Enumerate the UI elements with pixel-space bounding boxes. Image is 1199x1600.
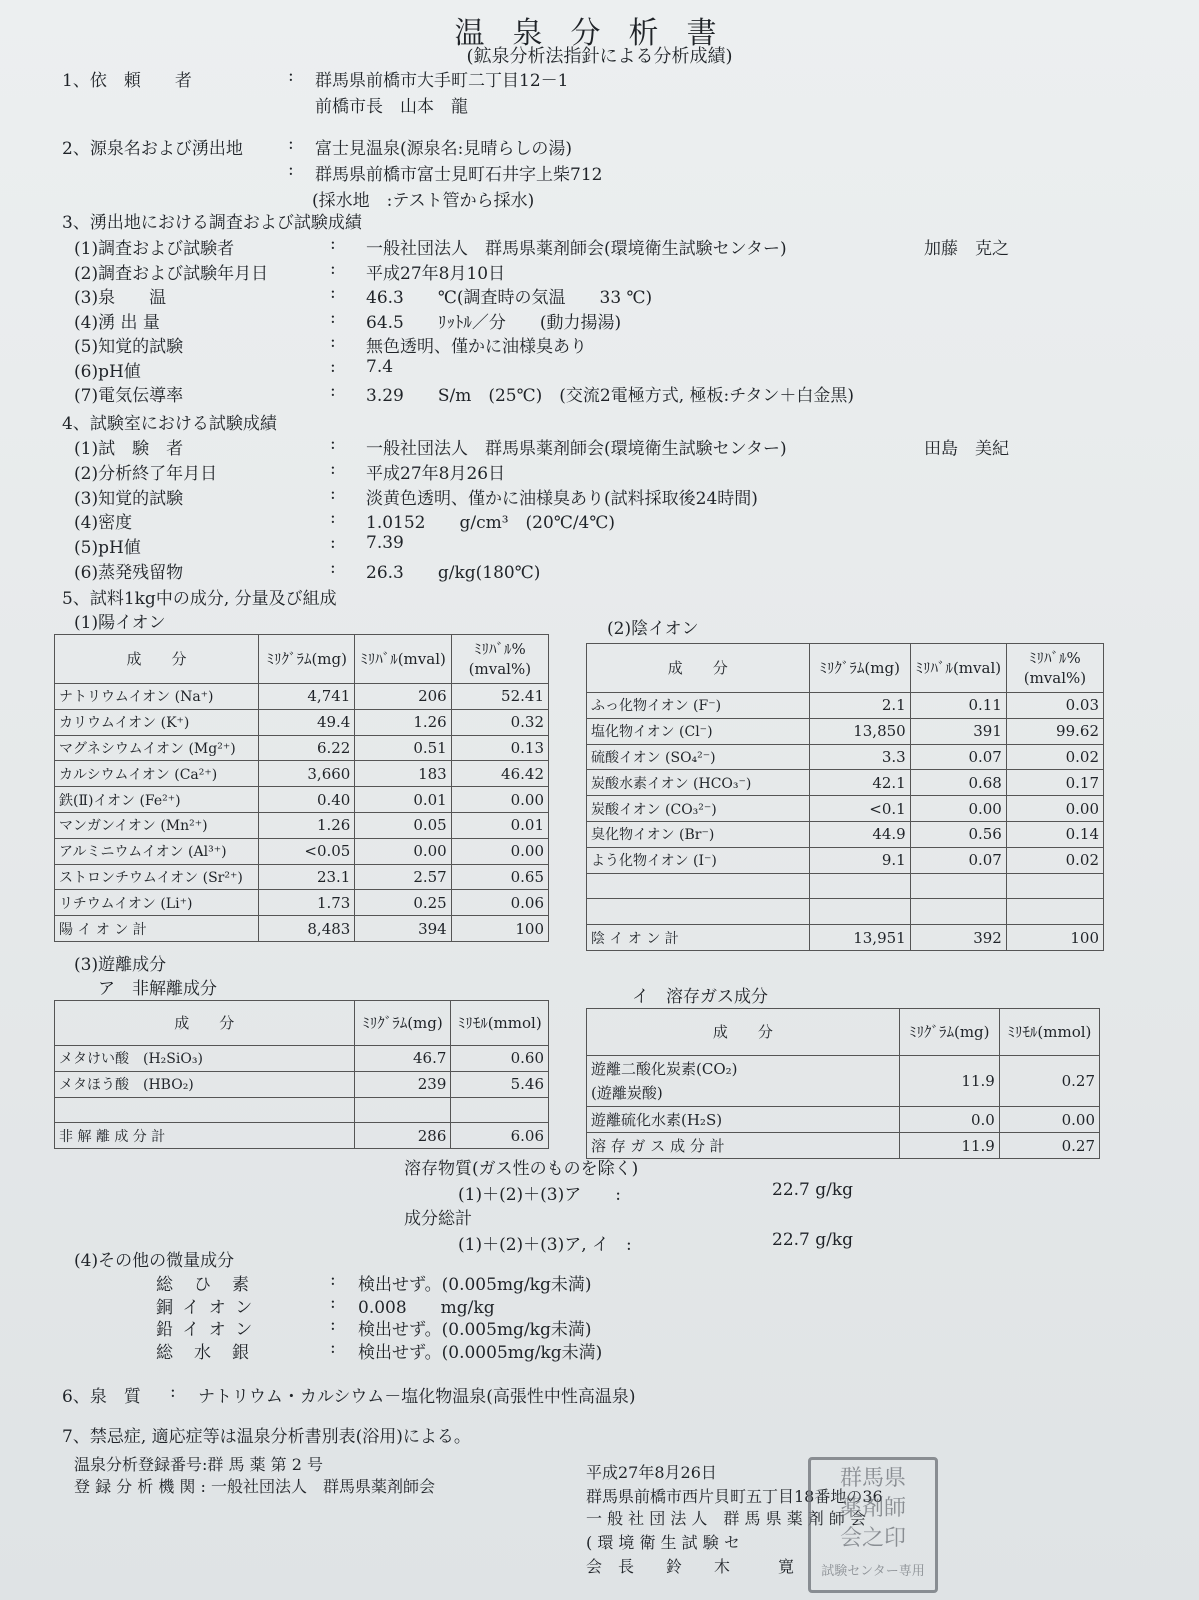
nondiss_table-component: 非 解 離 成 分 計: [55, 1123, 355, 1149]
trace-value: 検出せず。(0.0005mg/kg未満): [358, 1342, 603, 1363]
anion_table-value: [910, 873, 1006, 899]
anion_table-value: 0.00: [910, 796, 1006, 822]
cation_table-row: [55, 735, 549, 761]
nondiss_table-value: 239: [354, 1071, 451, 1097]
cation_table-header-cell: 成 分: [55, 635, 259, 684]
dissolved-matter-value: 22.7 g/kg: [772, 1180, 854, 1200]
cation_table-value: 0.40: [259, 787, 355, 813]
cation_table-value: 49.4: [259, 709, 355, 735]
s3-row-label: (2)調査および試験年月日: [74, 263, 269, 284]
nondiss_table-header-cell: 成 分: [55, 1001, 355, 1046]
cation_table-value: 394: [355, 916, 451, 942]
anion_table-component: 硫酸イオン (SO₄²⁻): [587, 744, 810, 770]
anion_table-value: 44.9: [809, 821, 910, 847]
s4-row-value: 淡黄色透明、僅かに油様臭あり(試料採取後24時間): [366, 488, 758, 509]
s3-row-value: 無色透明、僅かに油様臭あり: [366, 337, 587, 357]
cation_table-value: 1.73: [259, 890, 355, 916]
anion_table-row: [587, 718, 1104, 744]
s3-row-colon: :: [330, 381, 336, 401]
nondiss_table-header-row: [55, 1001, 549, 1046]
cation_table-row: [55, 890, 549, 916]
lab-test-heading: 4、試験室における試験成績: [62, 414, 277, 434]
anion_table-row: [587, 847, 1104, 873]
source-name: 富士見温泉(源泉名:見晴らしの湯): [315, 139, 572, 159]
cation_table-component: 鉄(Ⅱ)イオン (Fe²⁺): [55, 787, 259, 813]
s3-row-value: 64.5 ﾘｯﾄﾙ／分 (動力揚湯): [366, 312, 622, 333]
nondiss_table-row: [55, 1071, 549, 1097]
anion_table-row: [587, 693, 1104, 719]
client-address: 群馬県前橋市大手町二丁目12－1: [315, 71, 569, 91]
s4-row-colon: :: [330, 434, 336, 454]
issuer-president: 会 長 鈴 木 寛: [586, 1557, 795, 1576]
gas-total-row: [587, 1133, 1100, 1159]
gas-header-row: [587, 1009, 1100, 1056]
anion_table-header-cell: ﾐﾘｸﾞﾗﾑ(mg): [809, 644, 910, 693]
gas-co2-name: [587, 1056, 900, 1107]
gas-h2s-mmol: 0.00: [999, 1107, 1099, 1133]
official-seal: 群馬県 薬剤師 会之印 試験センター専用: [808, 1457, 938, 1593]
nondiss_table-row: [55, 1046, 549, 1072]
cation_table-value: 8,483: [259, 916, 355, 942]
nondiss_table-header-cell: ﾐﾘｸﾞﾗﾑ(mg): [354, 1001, 451, 1046]
anion_table-value: [809, 899, 910, 925]
gas-header-mmol: ﾐﾘﾓﾙ(mmol): [999, 1009, 1099, 1056]
cation_table-row: [55, 812, 549, 838]
anion_table-value: 9.1: [809, 847, 910, 873]
anion_table-component: 陰 イ オ ン 計: [587, 925, 810, 951]
cation_table-component: ナトリウムイオン (Na⁺): [55, 684, 259, 710]
trace-colon: :: [330, 1270, 336, 1290]
cation_table-component: 陽 イ オ ン 計: [55, 916, 259, 942]
anion_table-header-cell: 成 分: [587, 644, 810, 693]
nondissociated-label: ア 非解離成分: [98, 979, 217, 999]
sampling-point: (採水地 :テスト管から採水): [312, 191, 535, 211]
gas-h2s-name: 遊離硫化水素(H₂S): [587, 1107, 900, 1133]
anion_table-value: 392: [910, 925, 1006, 951]
anion_table-component: 炭酸水素イオン (HCO₃⁻): [587, 770, 810, 796]
s3-row-value: 7.4: [366, 356, 394, 377]
cation_table-row: [55, 787, 549, 813]
cation_table-row: [55, 864, 549, 890]
s3-row-examiner: 加藤 克之: [924, 239, 1009, 259]
spring-quality-value: ナトリウム・カルシウム－塩化物温泉(高張性中性高温泉): [198, 1387, 636, 1407]
dissolved-gas-label: イ 溶存ガス成分: [632, 987, 768, 1007]
s4-row-colon: :: [330, 483, 336, 504]
dissolved-matter-label: 溶存物質(ガス性のものを除く): [404, 1159, 639, 1179]
anion_table-value: <0.1: [809, 796, 910, 822]
registered-institution: 登 録 分 析 機 関 : 一般社団法人 群馬県薬剤師会: [74, 1477, 435, 1496]
anion_table-value: [1006, 899, 1103, 925]
cation_table-value: <0.05: [259, 838, 355, 864]
cation_table-value: 206: [355, 684, 451, 710]
cation_table-value: 100: [451, 916, 548, 942]
trace-name: 鉛 イ オ ン: [156, 1320, 255, 1340]
cation_table-row: [55, 838, 549, 864]
trace-colon: :: [330, 1292, 336, 1313]
anion_table-row: [587, 925, 1104, 951]
nondiss_table-row: [55, 1123, 549, 1149]
s3-row-value: 平成27年8月10日: [366, 263, 506, 284]
s3-row-label: (4)湧 出 量: [74, 312, 160, 333]
anion_table-value: 13,850: [809, 718, 910, 744]
total-components-formula: (1)＋(2)＋(3)ア, イ :: [458, 1235, 632, 1255]
cation_table-value: 0.32: [451, 709, 548, 735]
gas-header-mg: ﾐﾘｸﾞﾗﾑ(mg): [899, 1009, 999, 1056]
nondiss_table-value: 286: [354, 1123, 451, 1149]
s3-row-colon: :: [330, 258, 336, 279]
total-components-value: 22.7 g/kg: [772, 1230, 854, 1250]
anion_table-value: 391: [910, 718, 1006, 744]
s4-row-label: (6)蒸発残留物: [74, 563, 184, 583]
anion_table-value: 0.68: [910, 770, 1006, 796]
nondissociated-table: [54, 1000, 549, 1149]
s3-row-colon: :: [330, 283, 336, 303]
anion_table-value: 0.02: [1006, 744, 1103, 770]
cation_table-row: [55, 709, 549, 735]
cation_table-header-cell: ﾐﾘﾊﾞﾙ(mval): [355, 635, 451, 684]
anion_table-row: [587, 770, 1104, 796]
total-components-label: 成分総計: [404, 1209, 472, 1229]
contraindications-note: 7、禁忌症, 適応症等は温泉分析書別表(浴用)による。: [62, 1427, 471, 1447]
source-colon: :: [288, 134, 294, 154]
s4-row-label: (4)密度: [74, 513, 133, 534]
trace-value: 0.008 mg/kg: [358, 1297, 495, 1318]
gas-co2-mmol: 0.27: [999, 1056, 1099, 1107]
cation_table-value: 183: [355, 761, 451, 787]
s4-row-label: (3)知覚的試験: [74, 488, 184, 509]
anion_table-value: [910, 899, 1006, 925]
nondiss_table-value: [354, 1097, 451, 1123]
nondiss_table-value: [451, 1097, 549, 1123]
trace-name: 総 ひ 素: [156, 1275, 251, 1295]
cation_table-component: マンガンイオン (Mn²⁺): [55, 812, 259, 838]
gas-h2s-mg: 0.0: [899, 1107, 999, 1133]
cation_table-row: [55, 684, 549, 710]
free-components-label: (3)遊離成分: [74, 955, 167, 975]
cation_table-value: 0.06: [451, 890, 548, 916]
cation_table-value: 0.25: [355, 890, 451, 916]
registration-number: 温泉分析登録番号:群 馬 薬 第 2 号: [74, 1455, 324, 1474]
gas-total-mmol: 0.27: [999, 1133, 1099, 1159]
s4-row-examiner: 田島 美紀: [924, 439, 1009, 459]
anion_table-component: 炭酸イオン (CO₃²⁻): [587, 796, 810, 822]
cation_table-value: 0.00: [451, 838, 548, 864]
s3-row-colon: :: [330, 234, 336, 254]
anion_table-row: [587, 873, 1104, 899]
s4-row-value: 1.0152 g/cm³ (20℃/4℃): [366, 513, 616, 534]
cation_table-value: 0.65: [451, 864, 548, 890]
anion_table-value: 13,951: [809, 925, 910, 951]
anion_table-value: 2.1: [809, 693, 910, 719]
anion_table-header-cell: ﾐﾘﾊﾞﾙ%(mval%): [1006, 644, 1103, 693]
s3-row-value: 3.29 S/m (25℃) (交流2電極方式, 極板:チタン＋白金黒): [366, 386, 855, 406]
cation_table-value: 52.41: [451, 684, 548, 710]
anion_table-component: [587, 899, 810, 925]
anion_table-row: [587, 796, 1104, 822]
anion_table-value: 42.1: [809, 770, 910, 796]
s3-row-label: (7)電気伝導率: [74, 386, 184, 406]
nondiss_table-value: 6.06: [451, 1123, 549, 1149]
composition-heading: 5、試料1kg中の成分, 分量及び組成: [62, 589, 337, 609]
nondiss_table-row: [55, 1097, 549, 1123]
cation_table-value: 2.57: [355, 864, 451, 890]
s4-row-label: (5)pH値: [74, 538, 141, 559]
gas-co2-row: [587, 1056, 1100, 1107]
anion_table-value: [1006, 873, 1103, 899]
cation_table-component: カルシウムイオン (Ca²⁺): [55, 761, 259, 787]
cation_table-row: [55, 761, 549, 787]
s3-row-colon: :: [330, 356, 336, 377]
anion_table-value: 0.03: [1006, 693, 1103, 719]
trace-value: 検出せず。(0.005mg/kg未満): [358, 1320, 592, 1340]
anion_table-value: 0.17: [1006, 770, 1103, 796]
anion_table-component: 臭化物イオン (Br⁻): [587, 821, 810, 847]
s3-row-label: (1)調査および試験者: [74, 239, 235, 259]
s4-row-value: 26.3 g/kg(180℃): [366, 563, 541, 583]
cation_table-value: 6.22: [259, 735, 355, 761]
trace-colon: :: [330, 1315, 336, 1335]
nondiss_table-header-cell: ﾐﾘﾓﾙ(mmol): [451, 1001, 549, 1046]
anion_table-value: 3.3: [809, 744, 910, 770]
anion_table-component: よう化物イオン (I⁻): [587, 847, 810, 873]
source-colon-2: :: [288, 160, 294, 180]
anion_table-value: 0.07: [910, 744, 1006, 770]
trace-value: 検出せず。(0.005mg/kg未満): [358, 1275, 592, 1295]
s3-row-label: (3)泉 温: [74, 288, 167, 308]
cation_table-value: 0.05: [355, 812, 451, 838]
s4-row-colon: :: [330, 508, 336, 529]
trace-colon: :: [330, 1337, 336, 1358]
cation_table-value: 1.26: [355, 709, 451, 735]
trace-name: 総 水 銀: [156, 1342, 251, 1363]
anion_table-value: 0.07: [910, 847, 1006, 873]
spring-quality-label: 6、泉 質: [62, 1387, 141, 1407]
anion_table-value: 0.11: [910, 693, 1006, 719]
s4-row-value: 平成27年8月26日: [366, 463, 506, 484]
anion_table-header-cell: ﾐﾘﾊﾞﾙ(mval): [910, 644, 1006, 693]
issue-date: 平成27年8月26日: [586, 1463, 717, 1482]
cation_table-header-cell: ﾐﾘｸﾞﾗﾑ(mg): [259, 635, 355, 684]
s3-row-colon: :: [330, 332, 336, 352]
anion_table-component: ふっ化物イオン (F⁻): [587, 693, 810, 719]
anion_table-row: [587, 899, 1104, 925]
s4-row-colon: :: [330, 558, 336, 578]
s4-row-colon: :: [330, 533, 336, 554]
client-name: 前橋市長 山本 龍: [315, 97, 468, 117]
anion_table-value: 0.02: [1006, 847, 1103, 873]
anion_table-value: 99.62: [1006, 718, 1103, 744]
s3-row-value: 46.3 ℃(調査時の気温 33 ℃): [366, 288, 653, 308]
cation_table-value: 23.1: [259, 864, 355, 890]
s4-row-label: (1)試 験 者: [74, 439, 184, 459]
cation-label: (1)陽イオン: [74, 613, 166, 633]
cation_table-value: 0.01: [355, 787, 451, 813]
cation-table: [54, 634, 549, 942]
cation_table-value: 0.01: [451, 812, 548, 838]
anion_table-header-row: [587, 644, 1104, 693]
anion-label: (2)陰イオン: [607, 619, 699, 639]
anion_table-value: 100: [1006, 925, 1103, 951]
cation_table-value: 46.42: [451, 761, 548, 787]
gas-co2-name-line2: (遊離炭酸): [591, 1084, 663, 1102]
issuer-center: ( 環 境 衛 生 試 験 セ: [586, 1533, 740, 1552]
cation_table-component: カリウムイオン (K⁺): [55, 709, 259, 735]
cation_table-value: 1.26: [259, 812, 355, 838]
nondiss_table-value: 5.46: [451, 1071, 549, 1097]
s3-row-label: (5)知覚的試験: [74, 337, 184, 357]
anion_table-component: 塩化物イオン (Cl⁻): [587, 718, 810, 744]
source-location: 群馬県前橋市富士見町石井字上柴712: [315, 165, 603, 185]
gas-co2-name-line1: 遊離二酸化炭素(CO₂): [591, 1060, 738, 1078]
nondiss_table-value: 0.60: [451, 1046, 549, 1072]
cation_table-component: アルミニウムイオン (Al³⁺): [55, 838, 259, 864]
gas-co2-mg: 11.9: [899, 1056, 999, 1107]
anion-table: [586, 643, 1104, 951]
issuer-organization: 一 般 社 団 法 人 群 馬 県 薬 剤 師 会: [586, 1509, 866, 1528]
s4-row-colon: :: [330, 458, 336, 479]
s4-row-value: 一般社団法人 群馬県薬剤師会(環境衛生試験センター): [366, 439, 787, 459]
s4-row-label: (2)分析終了年月日: [74, 463, 218, 484]
issuer-address: 群馬県前橋市西片貝町五丁目18番地の36: [586, 1487, 883, 1506]
document-title: 温泉分析書: [454, 16, 745, 51]
gas-h2s-row: [587, 1107, 1100, 1133]
cation_table-component: マグネシウムイオン (Mg²⁺): [55, 735, 259, 761]
trace-components-label: (4)その他の微量成分: [74, 1251, 235, 1271]
field-test-heading: 3、湧出地における調査および試験成績: [62, 213, 362, 233]
cation_table-component: ストロンチウムイオン (Sr²⁺): [55, 864, 259, 890]
cation_table-value: 3,660: [259, 761, 355, 787]
cation_table-value: 0.13: [451, 735, 548, 761]
cation_table-header-cell: ﾐﾘﾊﾞﾙ%(mval%): [451, 635, 548, 684]
client-colon: :: [288, 66, 294, 86]
s3-row-colon: :: [330, 307, 336, 328]
client-label: 1、依 頼 者: [62, 71, 192, 91]
cation_table-component: リチウムイオン (Li⁺): [55, 890, 259, 916]
cation_table-row: [55, 916, 549, 942]
s4-row-value: 7.39: [366, 533, 404, 554]
anion_table-row: [587, 744, 1104, 770]
anion_table-value: 0.00: [1006, 796, 1103, 822]
nondiss_table-component: メタほう酸 (HBO₂): [55, 1071, 355, 1097]
anion_table-value: [809, 873, 910, 899]
trace-name: 銅 イ オ ン: [156, 1297, 255, 1318]
cation_table-value: 0.00: [355, 838, 451, 864]
nondiss_table-component: メタけい酸 (H₂SiO₃): [55, 1046, 355, 1072]
nondiss_table-component: [55, 1097, 355, 1123]
anion_table-value: 0.14: [1006, 821, 1103, 847]
anion_table-value: 0.56: [910, 821, 1006, 847]
cation_table-value: 0.51: [355, 735, 451, 761]
anion_table-component: [587, 873, 810, 899]
cation_table-header-row: [55, 635, 549, 684]
dissolved-gas-table: [586, 1008, 1100, 1159]
gas-total-mg: 11.9: [899, 1133, 999, 1159]
cation_table-value: 0.00: [451, 787, 548, 813]
gas-header-component: 成 分: [587, 1009, 900, 1056]
s3-row-value: 一般社団法人 群馬県薬剤師会(環境衛生試験センター): [366, 239, 787, 259]
nondiss_table-value: 46.7: [354, 1046, 451, 1072]
anion_table-row: [587, 821, 1104, 847]
cation_table-value: 4,741: [259, 684, 355, 710]
spring-quality-colon: :: [170, 1382, 176, 1402]
document-subtitle: (鉱泉分析法指針による分析成績): [466, 46, 733, 67]
dissolved-matter-formula: (1)＋(2)＋(3)ア :: [458, 1185, 621, 1205]
gas-total-name: 溶 存 ガ ス 成 分 計: [587, 1133, 900, 1159]
s3-row-label: (6)pH値: [74, 361, 141, 382]
source-label: 2、源泉名および湧出地: [62, 139, 243, 159]
